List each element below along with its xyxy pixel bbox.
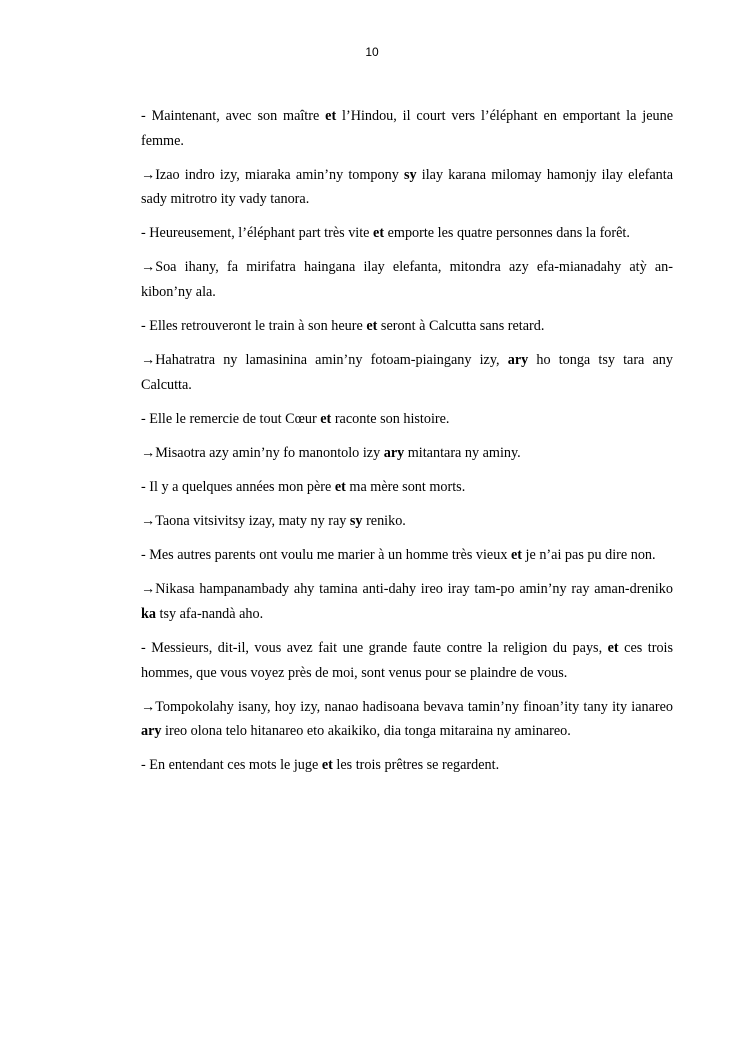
paragraph [141, 636, 673, 685]
bold-conjunction: sy [403, 166, 417, 183]
paragraph-text: - Messieurs, dit-il, vous avez fait une grande faute contre la religion du pays, [141, 640, 608, 657]
document-body [141, 104, 673, 788]
paragraph [141, 475, 673, 500]
paragraph-text: ilay karana milomay hamonjy ilay elefanta sady mitrotro ity vady tanora. [141, 166, 673, 208]
paragraph-text: ces trois hommes, que vous voyez près de moi, sont venus pour se plaindre de vous. [141, 640, 673, 681]
paragraph [141, 221, 673, 246]
bold-conjunction: et [510, 547, 522, 564]
paragraph-text: raconte son histoire. [331, 410, 450, 427]
paragraph-text: - Mes autres parents ont voulu me marier à un homme très vieux [141, 547, 511, 564]
paragraph-text: - Il y a quelques années mon père [141, 479, 335, 496]
bold-conjunction: ary [383, 445, 405, 462]
bold-conjunction: et [325, 108, 337, 124]
paragraph [141, 753, 673, 778]
paragraph-text: →Taona vitsivitsy izay, maty ny ray [141, 513, 350, 530]
paragraph-text: l’Hindou, il court vers l’éléphant en emportant la jeune femme. [141, 108, 673, 149]
paragraph-text: - En entendant ces mots le juge [141, 757, 322, 774]
paragraph-text: mitantara ny aminy. [404, 445, 521, 462]
paragraph [141, 695, 673, 744]
bold-conjunction: et [366, 318, 378, 335]
bold-conjunction: et [320, 410, 332, 427]
paragraph [141, 104, 673, 153]
paragraph-text: je n’ai pas pu dire non. [522, 547, 656, 564]
paragraph-text: - Maintenant, avec son maître [141, 108, 326, 124]
page-number: 10 [365, 45, 379, 59]
bold-conjunction: ary [141, 723, 162, 740]
paragraph [141, 348, 673, 397]
paragraph-text: tsy afa-nandà aho. [155, 606, 264, 622]
paragraph-text: →Soa ihany, fa mirifatra haingana ilay elefanta, mitondra azy efa-mianadahy atỳ an-kibon’ny ala. [141, 259, 673, 301]
paragraph [141, 441, 673, 466]
paragraph [141, 577, 673, 626]
paragraph [141, 543, 673, 568]
bold-conjunction: sy [349, 513, 363, 530]
paragraph [141, 255, 673, 304]
paragraph-text: - Heureusement, l’éléphant part très vite [141, 225, 374, 242]
bold-conjunction: et [334, 479, 346, 496]
bold-conjunction: ka [141, 606, 156, 622]
paragraph-text: ireo olona telo hitanareo eto akaikiko, dia tonga mitaraina ny aminareo. [161, 723, 571, 740]
paragraph-text: seront à Calcutta sans retard. [377, 318, 545, 335]
bold-conjunction: et [373, 225, 385, 242]
paragraph-text: →Tompokolahy isany, hoy izy, nanao hadisoana bevava tamin’ny finoan’ity tany ity ianareo [141, 698, 673, 715]
paragraph-text: →Izao indro izy, miaraka amin’ny tompony [141, 166, 404, 183]
bold-conjunction: ary [507, 352, 529, 369]
paragraph-text: ma mère sont morts. [345, 479, 466, 496]
paragraph-text: - Elle le remercie de tout Cœur [141, 410, 321, 427]
paragraph [141, 163, 673, 212]
paragraph-text: ho tonga tsy tara any Calcutta. [141, 352, 673, 393]
bold-conjunction: et [321, 757, 333, 774]
paragraph [141, 509, 673, 534]
paragraph-text: - Elles retrouveront le train à son heure [141, 318, 367, 335]
paragraph-text: reniko. [362, 513, 406, 530]
paragraph-text: emporte les quatre personnes dans la forêt. [384, 225, 630, 242]
bold-conjunction: et [607, 640, 619, 657]
paragraph [141, 407, 673, 432]
paragraph [141, 314, 673, 339]
paragraph-text: →Misaotra azy amin’ny fo manontolo izy [141, 445, 384, 462]
paragraph-text: les trois prêtres se regardent. [332, 757, 500, 774]
paragraph-text: →Hahatratra ny lamasinina amin’ny fotoam-piaingany izy, [141, 352, 508, 369]
paragraph-text: →Nikasa hampanambady ahy tamina anti-dahy ireo iray tam-po amin’ny ray aman-dreniko [141, 581, 673, 598]
